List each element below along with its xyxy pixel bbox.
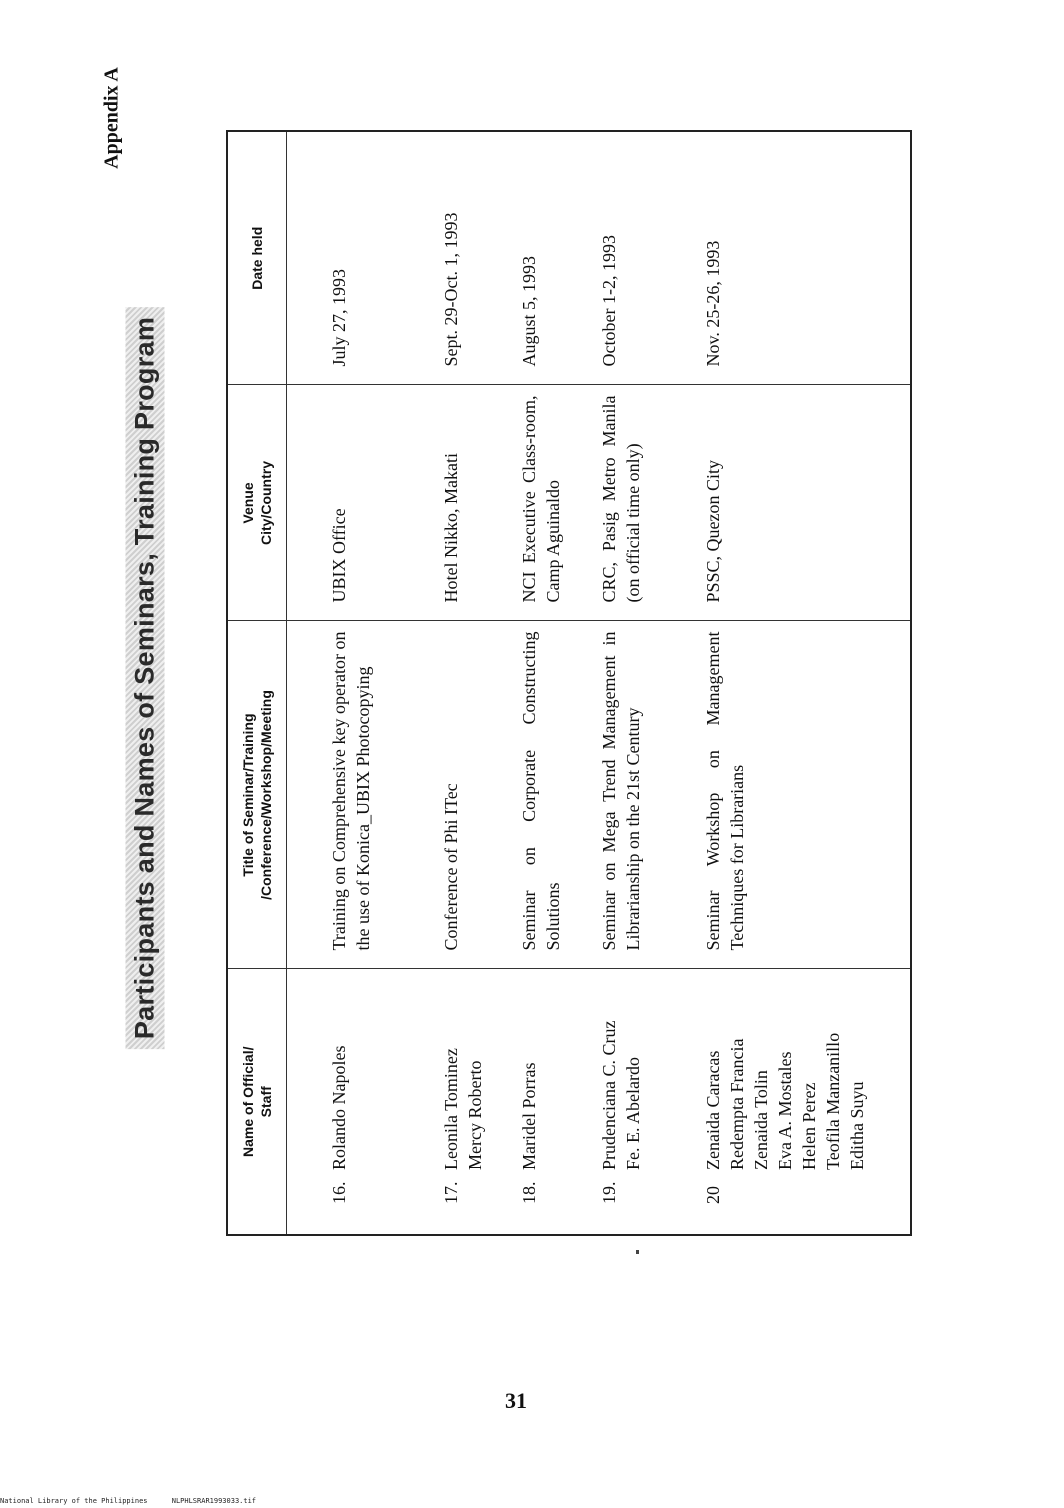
page-number: 31 [505, 1388, 527, 1413]
scan-footer [0, 1497, 276, 1505]
appendix-label: Appendix A [100, 67, 123, 169]
row-name-cell: 16.Rolando Napoles [287, 969, 428, 1235]
row-title-cell: Seminar on Mega Trend Management in Librarianship on the 21st Century [585, 621, 689, 969]
footer-library: National Library of the Philippines [0, 1497, 148, 1505]
row-venue-cell: UBIX Office [287, 385, 428, 621]
table-row [427, 131, 505, 1235]
header-name: Name of Official/ Staff [227, 969, 287, 1235]
table-row [287, 131, 428, 1235]
header-date: Date held [227, 131, 287, 385]
page-title: Participants and Names of Seminars, Training Program [126, 307, 165, 1049]
participants-table-wrapper [226, 132, 912, 1236]
table-row [689, 131, 911, 1235]
row-title-cell: Seminar Workshop on Management Techniques for Librarians [689, 621, 911, 969]
table-row [505, 131, 585, 1235]
row-venue-cell: NCI Executive Class-room, Camp Aguinaldo [505, 385, 585, 621]
row-title-cell: Seminar on Corporate Constructing Solutions [505, 621, 585, 969]
row-date-cell: August 5, 1993 [505, 131, 585, 385]
row-name-cell: 17.Leonila Tominez Mercy Roberto [427, 969, 505, 1235]
row-date-cell: Nov. 25-26, 1993 [689, 131, 911, 385]
footer-file: NLPHLSRAR1993033.tif [171, 1497, 257, 1505]
row-name-cell: 18.Maridel Porras [505, 969, 585, 1235]
row-venue-cell: PSSC, Quezon City [689, 385, 911, 621]
header-title: Title of Seminar/Training /Conference/Workshop/Meeting [227, 621, 287, 969]
row-title-cell: Conference of Phi ITec [427, 621, 505, 969]
table-header-row [227, 131, 287, 1235]
scan-speck [636, 1250, 639, 1254]
row-name-cell: 20Zenaida Caracas Redempta Francia Zenaida Tolin Eva A. Mostales Helen Perez Teofila Manzanillo Editha Suyu [689, 969, 911, 1235]
header-venue: Venue City/Country [227, 385, 287, 621]
participants-table [226, 130, 912, 1236]
table-row [585, 131, 689, 1235]
row-name-cell: 19.Prudenciana C. Cruz Fe. E. Abelardo [585, 969, 689, 1235]
row-date-cell: July 27, 1993 [287, 131, 428, 385]
row-date-cell: Sept. 29-Oct. 1, 1993 [427, 131, 505, 385]
row-venue-cell: CRC, Pasig Metro Manila (on official time only) [585, 385, 689, 621]
row-date-cell: October 1-2, 1993 [585, 131, 689, 385]
row-venue-cell: Hotel Nikko, Makati [427, 385, 505, 621]
row-title-cell: Training on Comprehensive key operator on the use of Konica_UBIX Photocopying [287, 621, 428, 969]
